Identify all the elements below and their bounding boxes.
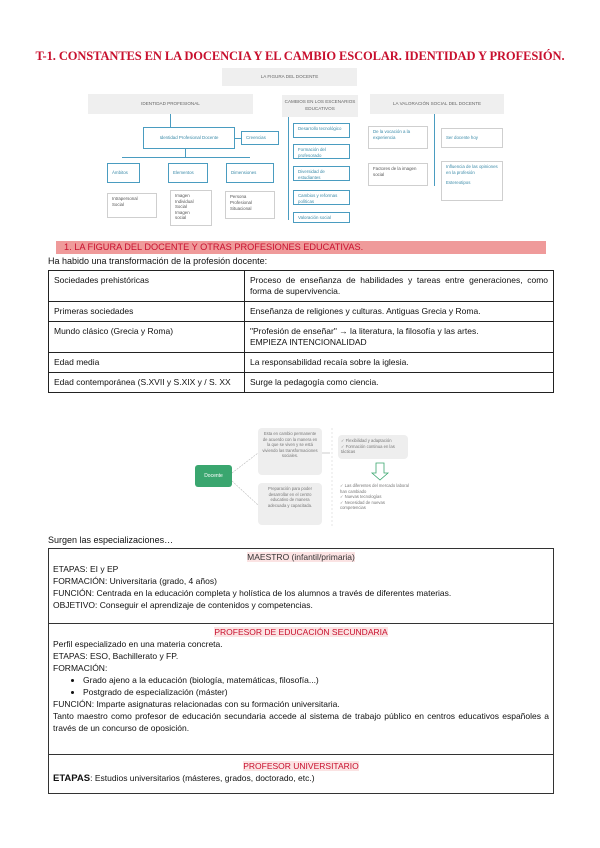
card-top: Esta en cambio permanente de acuerdo con la manera en la que se viven y se está viviendo las transformaciones sociales. [258, 428, 322, 475]
valoracion-header: LA VALORACIÓN SOCIAL DEL DOCENTE [370, 94, 504, 114]
card-bottom: Preparación para poder desarrollar en el centro educativo de manera adecuada y capacitada. [258, 483, 322, 525]
ambitos-node: Ámbitos [107, 163, 140, 183]
cambio-item: Formación del profesorado [293, 144, 350, 159]
ambitos-items: Intrapersonal Social [107, 193, 157, 218]
valoracion-right-item: Ser docente hoy [441, 128, 503, 148]
table-row [49, 353, 554, 373]
table-row [49, 302, 554, 322]
description-cell: Enseñanza de religiones y culturas. Antiguas Grecia y Roma. [245, 302, 554, 322]
dimensiones-node: Dimensiones [226, 163, 274, 183]
valoracion-left-item: De la vocación a la experiencia [368, 126, 428, 149]
description-cell: Proceso de enseñanza de habilidades y tareas entre generaciones, como forma de supervivencia. [245, 271, 554, 302]
period-cell: Edad contemporánea (S.XVII y S.XIX y / S. XX [49, 373, 245, 393]
universitario-box: PROFESOR UNIVERSITARIO ETAPAS: Estudios universitarios (másteres, grados, doctorado, etc.) [48, 754, 554, 794]
secundaria-title: PROFESOR DE EDUCACIÓN SECUNDARIA [214, 627, 388, 637]
dimensiones-items: Persona Profesional Situacional [225, 191, 275, 219]
period-cell: Primeras sociedades [49, 302, 245, 322]
description-cell: Surge la pedagogía como ciencia. [245, 373, 554, 393]
universitario-title: PROFESOR UNIVERSITARIO [243, 761, 359, 771]
period-cell: Sociedades prehistóricas [49, 271, 245, 302]
identidad-header: IDENTIDAD PROFESIONAL [88, 94, 253, 114]
valoracion-left-item: Factores de la imagen social [368, 163, 428, 186]
docente-node: Docente [195, 465, 232, 487]
right-top-card: ✓ Flexibilidad y adaptación ✓ Formación continua en las tácticas [338, 435, 408, 459]
formacion-list [53, 674, 549, 698]
period-cell: Mundo clásico (Grecia y Roma) [49, 322, 245, 353]
valoracion-right-group: Influencia de las opiniones en la profesión Estereotipos [441, 161, 503, 201]
concept-map-figura-docente [80, 66, 520, 226]
right-bottom-list: ✓ Las diferentes del mercado laboral han cambiado ✓ Nuevas tecnologías ✓ Necesidad de nuevas competencias [340, 483, 409, 510]
section-heading: 1. LA FIGURA DEL DOCENTE Y OTRAS PROFESIONES EDUCATIVAS. [56, 241, 546, 254]
cambio-item: Desarrollo tecnológico [293, 123, 350, 138]
secundaria-box: PROFESOR DE EDUCACIÓN SECUNDARIA Perfil especializado en una materia concreta. ETAPAS: ESO, Bachillerato y FP. FORMACIÓN: • Grado ajeno a la educación (biología, matemáticas, filosofía...) • Postgrado de especialización (máster) FUNCIÓN: Imparte asignaturas relacionadas con su formación universitaria. Tanto maestro como profesor de educación secundaria accede al sistema de trabajo público en centros educativos españoles a través de un concurso de oposición. [48, 623, 554, 755]
identidad-center-node: Identidad Profesional Docente [143, 127, 235, 149]
maestro-box: MAESTRO (infantil/primaria) ETAPAS: EI y EP FORMACIÓN: Universitaria (grado, 4 años) FUNCIÓN: Centrada en la educación completa y holística de los alumnos a través de diferentes materias. OBJETIVO: Conseguir el aprendizaje de contenidos y competencias. [48, 548, 554, 624]
description-cell: La responsabilidad recaía sobre la iglesia. [245, 353, 554, 373]
docente-mind-map [190, 423, 420, 528]
cambios-header: CAMBIOS EN LOS ESCENARIOS EDUCATIVOS [282, 95, 358, 117]
cambio-item: Cambios y reformas políticas [293, 190, 350, 205]
elementos-node: Elementos [168, 163, 208, 183]
list-item: • Grado ajeno a la educación (biología, matemáticas, filosofía...) [83, 674, 549, 686]
maestro-title: MAESTRO (infantil/primaria) [247, 552, 355, 562]
diagram-root: LA FIGURA DEL DOCENTE [222, 68, 357, 86]
creencias-node: Creencias [241, 131, 279, 145]
cambio-item: Valoración social [293, 212, 350, 223]
section-intro: Ha habido una transformación de la profesión docente: [48, 256, 268, 266]
list-item: • Postgrado de especialización (máster) [83, 686, 549, 698]
table-row [49, 271, 554, 302]
elementos-items: Imagen Individual Social Imagen social [170, 190, 212, 226]
description-cell: "Profesión de enseñar" → la literatura, la filosofía y las artes. EMPIEZA INTENCIONALIDAD [245, 322, 554, 353]
table-row [49, 373, 554, 393]
document-title: T-1. CONSTANTES EN LA DOCENCIA Y EL CAMBIO ESCOLAR. IDENTIDAD Y PROFESIÓN. [35, 49, 565, 63]
cambio-item: Diversidad de estudiantes [293, 166, 350, 181]
specializations-intro: Surgen las especializaciones… [48, 535, 174, 545]
history-table [48, 270, 554, 393]
table-row [49, 322, 554, 353]
period-cell: Edad media [49, 353, 245, 373]
